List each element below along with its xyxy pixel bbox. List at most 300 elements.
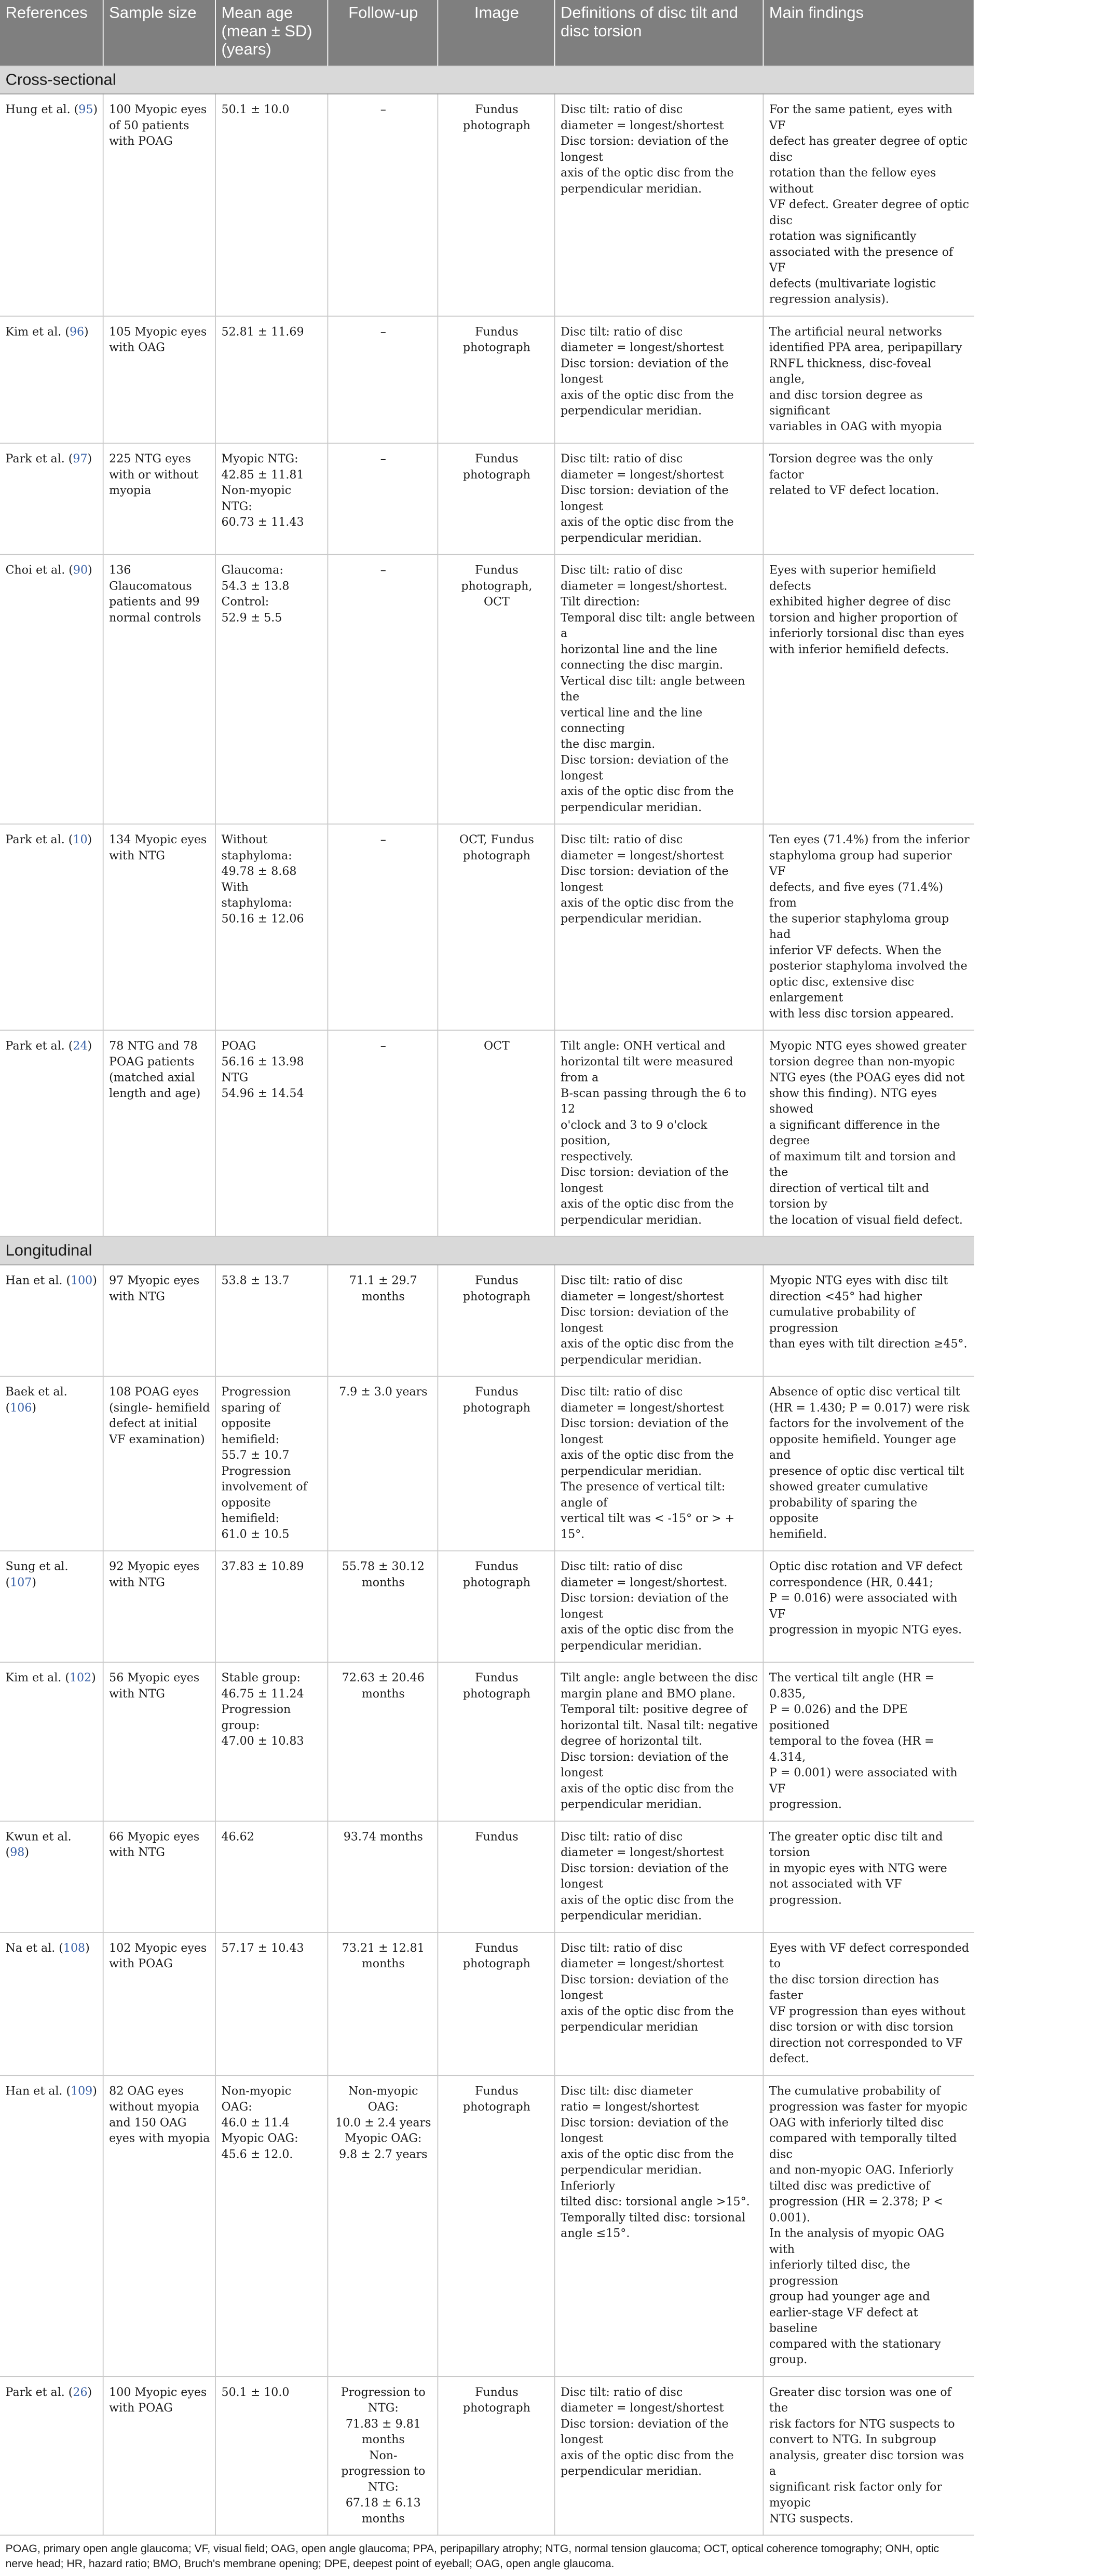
cell-line: 134 Myopic eyes xyxy=(109,832,207,846)
cell-line: with less disc torsion appeared. xyxy=(769,1006,954,1020)
reference-link[interactable]: 107 xyxy=(10,1575,32,1589)
section-row xyxy=(0,65,974,94)
cell-line: and non-myopic OAG. Inferiorly xyxy=(769,2163,954,2176)
cell-line: Disc tilt: ratio of disc xyxy=(561,563,683,577)
follow-up-cell xyxy=(328,555,438,824)
main-findings-cell xyxy=(763,1662,974,1821)
cell-line: Disc torsion: deviation of the longest xyxy=(561,2115,729,2145)
cell-line: perpendicular meridian. xyxy=(561,800,702,814)
cell-line: Myopic OAG: xyxy=(221,2131,298,2145)
cell-line: Disc torsion: deviation of the longest xyxy=(561,1591,729,1621)
cell-line: perpendicular meridian. xyxy=(561,531,702,544)
cell-line: 45.6 ± 12.0. xyxy=(221,2147,293,2161)
cell-line: Disc torsion: deviation of the longest xyxy=(561,1972,729,2002)
cell-line: diameter = longest/shortest xyxy=(561,2401,724,2415)
cell-line: P = 0.016) were associated with VF xyxy=(769,1591,958,1621)
cell-line: not associated with VF progression. xyxy=(769,1877,902,1907)
cell-line: progression to xyxy=(341,2464,426,2478)
mean-age-cell xyxy=(215,1551,328,1662)
header-definitions: Definitions of disc tilt and disc torsion xyxy=(555,0,764,65)
reference-author: Park et al. ( xyxy=(5,1039,73,1052)
table-row xyxy=(0,1265,974,1376)
reference-close: ) xyxy=(24,1845,29,1859)
cell-line: 57.17 ± 10.43 xyxy=(221,1941,304,1955)
cell-line: perpendicular meridian. xyxy=(561,911,702,925)
cell-line: NTG suspects. xyxy=(769,2511,854,2525)
cell-line: showed greater cumulative xyxy=(769,1479,928,1493)
cell-line: Disc torsion: deviation of the longest xyxy=(561,2417,729,2446)
image-cell xyxy=(438,1030,554,1236)
cell-line: 82 OAG eyes xyxy=(109,2084,184,2098)
cell-line: NTG: xyxy=(367,2401,399,2415)
cell-line: 67.18 ± 6.13 xyxy=(345,2496,421,2510)
cell-line: diameter = longest/shortest xyxy=(561,1956,724,1970)
cell-line: Disc tilt: ratio of disc xyxy=(561,1273,683,1287)
main-findings-cell xyxy=(763,1821,974,1933)
cell-line: 46.62 xyxy=(221,1829,254,1843)
main-findings-cell xyxy=(763,1265,974,1376)
main-findings-cell xyxy=(763,1030,974,1236)
cell-line: 52.9 ± 5.5 xyxy=(221,610,282,624)
reference-close: ) xyxy=(85,1941,90,1955)
cell-line: inferior VF defects. When the xyxy=(769,943,942,957)
follow-up-cell xyxy=(328,824,438,1030)
follow-up-cell xyxy=(328,94,438,316)
cell-line: Progression group: xyxy=(221,1702,291,1732)
cell-line: Torsion degree was the only factor xyxy=(769,451,933,481)
cell-line: 53.8 ± 13.7 xyxy=(221,1273,290,1287)
definitions-cell xyxy=(555,443,764,555)
cell-line: B-scan passing through the 6 to 12 xyxy=(561,1086,746,1116)
reference-link[interactable]: 102 xyxy=(69,1670,92,1684)
table-row xyxy=(0,316,974,443)
cell-line: patients and 99 xyxy=(109,595,200,608)
cell-line: 46.0 ± 11.4 xyxy=(221,2115,290,2129)
cell-line: diameter = longest/shortest. xyxy=(561,579,728,593)
cell-line: axis of the optic disc from the xyxy=(561,896,734,910)
header-mean-age: Mean age (mean ± SD) (years) xyxy=(215,0,328,65)
mean-age-cell xyxy=(215,1662,328,1821)
cell-line: defects, and five eyes (71.4%) from xyxy=(769,880,944,910)
cell-line: 136 xyxy=(109,563,131,577)
cell-line: Progression xyxy=(221,1385,291,1399)
image-cell xyxy=(438,1933,554,2076)
cell-line: 37.83 ± 10.89 xyxy=(221,1559,304,1573)
main-findings-cell xyxy=(763,2376,974,2535)
cell-line: – xyxy=(380,102,386,116)
cell-line: connecting the disc margin. xyxy=(561,658,724,672)
reference-cell xyxy=(0,1030,103,1236)
cell-line: Tilt angle: angle between the disc xyxy=(561,1670,758,1684)
cell-line: defect. xyxy=(769,2051,809,2065)
cell-line: (HR = 1.430; P = 0.017) were risk xyxy=(769,1401,970,1414)
mean-age-cell xyxy=(215,824,328,1030)
sample-size-cell xyxy=(103,2075,215,2376)
mean-age-cell xyxy=(215,555,328,824)
cell-line: o'clock and 3 to 9 o'clock position, xyxy=(561,1118,707,1147)
follow-up-cell xyxy=(328,1030,438,1236)
cell-line: earlier-stage VF defect at baseline xyxy=(769,2305,918,2335)
cell-line: Disc tilt: ratio of disc xyxy=(561,102,683,116)
cell-line: torsion degree than non-myopic xyxy=(769,1054,955,1068)
cell-line: diameter = longest/shortest xyxy=(561,1845,724,1859)
cell-line: VF defect. Greater degree of optic disc xyxy=(769,197,970,227)
sample-size-cell xyxy=(103,2376,215,2535)
cell-line: progression (HR = 2.378; P < 0.001). xyxy=(769,2195,943,2224)
cell-line: defect has greater degree of optic disc xyxy=(769,134,968,163)
cell-line: VF progression than eyes without xyxy=(769,2004,966,2018)
definitions-cell xyxy=(555,1662,764,1821)
cell-line: Myopic NTG eyes with disc tilt xyxy=(769,1273,948,1287)
reference-link[interactable]: 98 xyxy=(10,1845,25,1859)
cell-line: perpendicular meridian. xyxy=(561,1352,702,1366)
cell-line: perpendicular meridian. xyxy=(561,182,702,195)
cell-line: horizontal line and the line xyxy=(561,642,717,656)
cell-line: rotation than the fellow eyes without xyxy=(769,166,936,195)
cell-line: OAG with inferiorly tilted disc xyxy=(769,2115,944,2129)
cell-line: optic disc, extensive disc enlargement xyxy=(769,975,915,1004)
cell-line: of 50 patients xyxy=(109,118,189,132)
reference-cell xyxy=(0,1551,103,1662)
cell-line: months xyxy=(361,2432,405,2446)
cell-line: diameter = longest/shortest. xyxy=(561,1575,728,1589)
cell-line: – xyxy=(380,563,386,577)
main-findings-cell xyxy=(763,316,974,443)
cell-line: Fundus photograph xyxy=(462,1941,530,1970)
main-findings-cell xyxy=(763,443,974,555)
reference-cell xyxy=(0,555,103,824)
cell-line: with POAG xyxy=(109,2401,173,2415)
cell-line: The artificial neural networks xyxy=(769,324,942,338)
cell-line: In the analysis of myopic OAG with xyxy=(769,2226,945,2256)
mean-age-cell xyxy=(215,1030,328,1236)
cell-line: Fundus xyxy=(475,1829,519,1843)
cell-line: respectively. xyxy=(561,1149,633,1163)
sample-size-cell xyxy=(103,1030,215,1236)
cell-line: defect at initial xyxy=(109,1416,198,1430)
image-cell xyxy=(438,443,554,555)
cell-line: with OAG xyxy=(109,340,165,354)
cell-line: analysis, greater disc torsion was a xyxy=(769,2448,964,2478)
cell-line: horizontal tilt. Nasal tilt: negative xyxy=(561,1718,758,1732)
cell-line: 225 NTG eyes xyxy=(109,451,191,465)
cell-line: with inferior hemifield defects. xyxy=(769,642,949,656)
mean-age-cell xyxy=(215,1821,328,1933)
cell-line: Greater disc torsion was one of the xyxy=(769,2385,951,2415)
cell-line: NTG xyxy=(221,1070,249,1084)
cell-line: with NTG xyxy=(109,1575,165,1589)
cell-line: Disc tilt: ratio of disc xyxy=(561,451,683,465)
table-body xyxy=(0,65,974,2535)
definitions-cell xyxy=(555,1821,764,1933)
table-row xyxy=(0,824,974,1030)
cell-line: compared with temporally tilted disc xyxy=(769,2131,957,2161)
cell-line: Glaucomatous xyxy=(109,579,192,593)
cell-line: with POAG xyxy=(109,134,173,148)
cell-line: Eyes with superior hemifield defects xyxy=(769,563,936,593)
cell-line: P = 0.001) were associated with VF xyxy=(769,1765,958,1795)
cell-line: 9.8 ± 2.7 years xyxy=(339,2147,428,2161)
reference-link[interactable]: 100 xyxy=(71,1273,93,1287)
section-row xyxy=(0,1237,974,1265)
cell-line: compared with the stationary group. xyxy=(769,2337,941,2366)
cell-line: Disc tilt: ratio of disc xyxy=(561,1829,683,1843)
cell-line: degree of horizontal tilt. xyxy=(561,1734,702,1748)
cell-line: Disc torsion: deviation of the longest xyxy=(561,1861,729,1890)
table-row xyxy=(0,555,974,824)
cell-line: 102 Myopic eyes xyxy=(109,1941,207,1955)
cell-line: 54.3 ± 13.8 xyxy=(221,579,290,593)
cell-line: vertical tilt was < -15° or > + 15°. xyxy=(561,1511,734,1541)
sample-size-cell xyxy=(103,1933,215,2076)
cell-line: margin plane and BMO plane. xyxy=(561,1687,736,1700)
cell-line: defects (multivariate logistic xyxy=(769,276,936,290)
cell-line: and 150 OAG xyxy=(109,2115,187,2129)
reference-author: Baek et al. ( xyxy=(5,1385,67,1414)
cell-line: OCT xyxy=(483,1039,510,1052)
cell-line: diameter = longest/shortest xyxy=(561,1289,724,1303)
cell-line: 71.83 ± 9.81 xyxy=(345,2417,421,2430)
image-cell xyxy=(438,824,554,1030)
reference-cell xyxy=(0,1662,103,1821)
reference-close: ) xyxy=(87,832,92,846)
cell-line: direction <45° had higher xyxy=(769,1289,922,1303)
sample-size-cell xyxy=(103,555,215,824)
cell-line: tilted disc: torsional angle >15°. xyxy=(561,2195,750,2208)
table-header xyxy=(0,0,974,65)
cell-line: Disc tilt: ratio of disc xyxy=(561,1559,683,1573)
cell-line: with NTG xyxy=(109,1687,165,1700)
cell-line: probability of sparing the opposite xyxy=(769,1496,918,1525)
definitions-cell xyxy=(555,1933,764,2076)
cell-line: (matched axial xyxy=(109,1070,195,1084)
cell-line: OAG: xyxy=(367,2100,399,2114)
header-follow-up: Follow-up xyxy=(328,0,438,65)
cell-line: cumulative probability of progression xyxy=(769,1305,915,1335)
cell-line: 54.96 ± 14.54 xyxy=(221,1086,304,1100)
cell-line: 50.1 ± 10.0 xyxy=(221,2385,290,2399)
cell-line: of maximum tilt and torsion and the xyxy=(769,1149,956,1179)
cell-line: regression analysis). xyxy=(769,292,889,306)
cell-line: hemifield: xyxy=(221,1432,280,1446)
table-row xyxy=(0,1376,974,1551)
cell-line: in myopic eyes with NTG were xyxy=(769,1861,947,1875)
cell-line: 71.1 ± 29.7 xyxy=(349,1273,417,1287)
cell-line: – xyxy=(380,324,386,338)
reference-author: Park et al. ( xyxy=(5,451,73,465)
mean-age-cell xyxy=(215,2376,328,2535)
cell-line: Temporal disc tilt: angle between a xyxy=(561,610,755,640)
cell-line: Myopic NTG: xyxy=(221,451,298,465)
cell-line: perpendicular meridian. xyxy=(561,1797,702,1811)
cell-line: posterior staphyloma involved the xyxy=(769,959,968,972)
reference-link[interactable]: 95 xyxy=(78,102,93,116)
header-image: Image xyxy=(438,0,554,65)
image-cell xyxy=(438,2075,554,2376)
cell-line: axis of the optic disc from the xyxy=(561,2448,734,2462)
cell-line: Non-myopic OAG: xyxy=(221,2084,292,2114)
reference-author: Park et al. ( xyxy=(5,832,73,846)
reference-link[interactable]: 109 xyxy=(71,2084,93,2098)
table-row xyxy=(0,2376,974,2535)
cell-line: involvement of xyxy=(221,1479,307,1493)
table-row xyxy=(0,1030,974,1236)
reference-link[interactable]: 106 xyxy=(10,1401,32,1414)
reference-close: ) xyxy=(32,1401,36,1414)
image-cell xyxy=(438,1551,554,1662)
cell-line: Tilt angle: ONH vertical and xyxy=(561,1039,726,1052)
cell-line: diameter = longest/shortest xyxy=(561,1401,724,1414)
cell-line: opposite hemifield: xyxy=(221,1496,280,1525)
definitions-cell xyxy=(555,1551,764,1662)
cell-line: – xyxy=(380,1039,386,1052)
reference-author: Hung et al. ( xyxy=(5,102,79,116)
cell-line: progression in myopic NTG eyes. xyxy=(769,1623,962,1636)
reference-link[interactable]: 108 xyxy=(63,1941,86,1955)
table-row xyxy=(0,2075,974,2376)
cell-line: Fundus photograph xyxy=(462,2084,530,2114)
reference-link[interactable]: 10 xyxy=(73,832,88,846)
mean-age-cell xyxy=(215,94,328,316)
reference-cell xyxy=(0,2075,103,2376)
sample-size-cell xyxy=(103,1551,215,1662)
cell-line: temporal to the fovea (HR = 4.314, xyxy=(769,1734,934,1763)
reference-close: ) xyxy=(87,2385,92,2399)
reference-author: Han et al. ( xyxy=(5,2084,71,2098)
cell-line: months xyxy=(361,1575,405,1589)
cell-line: factors for the involvement of the xyxy=(769,1416,964,1430)
reference-close: ) xyxy=(88,563,92,577)
cell-line: The vertical tilt angle (HR = 0.835, xyxy=(769,1670,935,1700)
cell-line: perpendicular meridian. xyxy=(561,1213,702,1226)
cell-line: direction of vertical tilt and torsion by xyxy=(769,1181,930,1211)
cell-line: presence of optic disc vertical tilt xyxy=(769,1464,964,1477)
header-main-findings: Main findings xyxy=(763,0,974,65)
cell-line: (single- hemifield xyxy=(109,1401,210,1414)
cell-line: axis of the optic disc from the xyxy=(561,388,734,402)
main-findings-cell xyxy=(763,94,974,316)
table-row xyxy=(0,443,974,555)
cell-line: Fundus photograph xyxy=(462,2385,530,2415)
cell-line: 10.0 ± 2.4 years xyxy=(335,2115,431,2129)
reference-close: ) xyxy=(84,324,89,338)
reference-author: Kim et al. ( xyxy=(5,1670,70,1684)
follow-up-cell xyxy=(328,2376,438,2535)
reference-cell xyxy=(0,316,103,443)
reference-cell xyxy=(0,1376,103,1551)
cell-line: Absence of optic disc vertical tilt xyxy=(769,1385,960,1399)
follow-up-cell xyxy=(328,1821,438,1933)
cell-line: a significant difference in the degree xyxy=(769,1118,940,1147)
cell-line: the disc margin. xyxy=(561,737,656,751)
cell-line: 105 Myopic eyes xyxy=(109,324,207,338)
main-findings-cell xyxy=(763,1376,974,1551)
sample-size-cell xyxy=(103,1662,215,1821)
footnote: POAG, primary open angle glaucoma; VF, visual field; OAG, open angle glaucoma; PPA, peripapillary atrophy; NTG, normal tension glaucoma; OCT, optical coherence tomography; ONH, optic nerve head; HR, hazard ratio; BMO, Bruch's membrane opening; DPE, deepest point of eyeball; OAG, open angle glaucoma. xyxy=(0,2535,974,2576)
reference-author: Park et al. ( xyxy=(5,2385,73,2399)
cell-line: Disc tilt: ratio of disc xyxy=(561,1385,683,1399)
cell-line: tilted disc was predictive of xyxy=(769,2178,930,2193)
reference-link[interactable]: 24 xyxy=(73,1039,88,1052)
cell-line: Fundus photograph xyxy=(462,1559,530,1589)
reference-close: ) xyxy=(87,451,92,465)
cell-line: perpendicular meridian. xyxy=(561,2464,702,2478)
cell-line: the location of visual field defect. xyxy=(769,1213,963,1226)
cell-line: show this finding). NTG eyes showed xyxy=(769,1086,937,1116)
cell-line: 72.63 ± 20.46 xyxy=(342,1670,425,1684)
cell-line: Eyes with VF defect corresponded to xyxy=(769,1941,970,1970)
cell-line: length and age) xyxy=(109,1086,201,1100)
cell-line: Fundus photograph xyxy=(462,324,530,354)
reference-author: Na et al. ( xyxy=(5,1941,63,1955)
cell-line: photograph xyxy=(462,848,530,862)
reference-cell xyxy=(0,1933,103,2076)
cell-line: Stable group: xyxy=(221,1670,301,1684)
mean-age-cell xyxy=(215,316,328,443)
cell-line: Fundus photograph xyxy=(462,102,530,132)
cell-line: with NTG xyxy=(109,1845,165,1859)
cell-line: Disc torsion: deviation of the longest xyxy=(561,134,729,163)
cell-line: with POAG xyxy=(109,1956,173,1970)
cell-line: VF examination) xyxy=(109,1432,205,1446)
cell-line: significant risk factor only for myopic xyxy=(769,2479,942,2510)
cell-line: Disc tilt: ratio of disc xyxy=(561,1941,683,1955)
cell-line: vertical line and the line connecting xyxy=(561,705,703,735)
reference-author: Han et al. ( xyxy=(5,1273,71,1287)
cell-line: axis of the optic disc from the xyxy=(561,515,734,529)
mean-age-cell xyxy=(215,443,328,555)
cell-line: 56.16 ± 13.98 xyxy=(221,1054,304,1068)
cell-line: perpendicular meridian xyxy=(561,2020,698,2034)
cell-line: Disc torsion: deviation of the longest xyxy=(561,1750,729,1779)
cell-line: inferiorly tilted disc, the progression xyxy=(769,2258,910,2287)
cell-line: Disc tilt: disc diameter xyxy=(561,2084,693,2098)
sample-size-cell xyxy=(103,1821,215,1933)
image-cell xyxy=(438,555,554,824)
cell-line: opposite hemifield. Younger age and xyxy=(769,1432,956,1462)
main-findings-cell xyxy=(763,555,974,824)
cell-line: 108 POAG eyes xyxy=(109,1385,199,1399)
cell-line: Disc torsion: deviation of the longest xyxy=(561,356,729,386)
reference-cell xyxy=(0,1265,103,1376)
header-references: References xyxy=(0,0,103,65)
cell-line: Myopic OAG: xyxy=(345,2131,422,2145)
reference-link[interactable]: 26 xyxy=(73,2385,88,2399)
reference-author: Sung et al. ( xyxy=(5,1559,69,1589)
mean-age-cell xyxy=(215,2075,328,2376)
cell-line: The presence of vertical tilt: angle of xyxy=(561,1479,726,1509)
reference-link[interactable]: 97 xyxy=(73,451,88,465)
image-cell xyxy=(438,1821,554,1933)
cell-line: Without xyxy=(221,832,268,846)
reference-link[interactable]: 90 xyxy=(73,563,88,577)
cell-line: 47.00 ± 10.83 xyxy=(221,1734,304,1748)
cell-line: risk factors for NTG suspects to xyxy=(769,2417,955,2430)
sample-size-cell xyxy=(103,1376,215,1551)
reference-close: ) xyxy=(92,1273,97,1287)
reference-link[interactable]: 96 xyxy=(69,324,85,338)
cell-line: OCT xyxy=(483,595,510,608)
cell-line: perpendicular meridian. xyxy=(561,1909,702,1922)
reference-close: ) xyxy=(93,102,98,116)
cell-line: Progression xyxy=(221,1464,291,1477)
cell-line: correspondence (HR, 0.441; xyxy=(769,1575,933,1589)
cell-line: 73.21 ± 12.81 xyxy=(342,1941,425,1955)
definitions-cell xyxy=(555,1030,764,1236)
cell-line: axis of the optic disc from the xyxy=(561,1448,734,1462)
cell-line: 49.78 ± 8.68 xyxy=(221,864,297,878)
follow-up-cell xyxy=(328,2075,438,2376)
